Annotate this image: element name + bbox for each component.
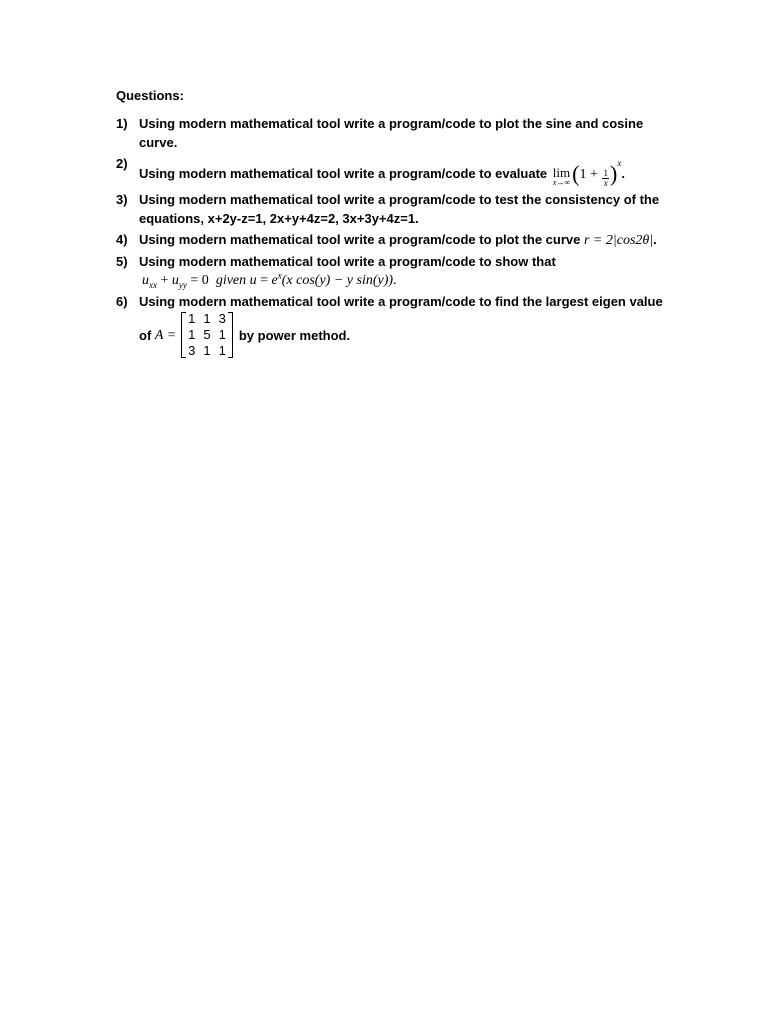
question-text: Using modern mathematical tool write a program/code to show that bbox=[139, 254, 556, 269]
question-4: 4) Using modern mathematical tool write a program/code to plot the curve r = 2|cos2θ|. bbox=[116, 232, 657, 248]
question-6 bbox=[116, 292, 706, 359]
question-number: 4) bbox=[116, 232, 128, 247]
question-number: 6) bbox=[116, 294, 128, 309]
questions-heading: Questions: bbox=[116, 88, 184, 103]
question-text-line: curve. bbox=[139, 135, 178, 150]
polar-equation: r = 2|cos2θ| bbox=[583, 233, 654, 248]
question-number: 3) bbox=[116, 192, 128, 207]
question-text-line: Using modern mathematical tool write a program/code to test the consistency of the bbox=[139, 192, 660, 207]
matrix-row: 3 1 1 bbox=[188, 343, 226, 358]
question-text: Using modern mathematical tool write a program/code to find the largest eigen value bbox=[139, 294, 663, 309]
fraction: $\frac{1}{x}$ bbox=[603, 168, 608, 188]
question-3 bbox=[116, 190, 706, 228]
question-number: 1) bbox=[116, 116, 128, 131]
question-5 bbox=[116, 252, 706, 290]
questions-section bbox=[116, 86, 706, 361]
question-text: Using modern mathematical tool write a program/code to plot the curve bbox=[139, 232, 581, 247]
laplace-equation: $u_{xx} + u_{yy} = 0$ given $u = e^x(x$ cos(y) − y sin(y)). bbox=[142, 270, 397, 290]
question-text-line: Using modern mathematical tool write a program/code to plot the sine and cosine bbox=[139, 116, 644, 131]
questions-list bbox=[116, 114, 706, 359]
matrix-row: 1 1 3 bbox=[188, 311, 226, 326]
question-text-line: equations, x+2y-z=1, 2x+y+4z=2, 3x+3y+4z=1. bbox=[139, 211, 419, 226]
question-1 bbox=[116, 114, 706, 152]
matrix-A bbox=[181, 311, 233, 359]
limit-expression: lim x→∞ bbox=[552, 165, 571, 187]
matrix-line: of A = 1 1 3 1 5 1 3 1 1 by power method. bbox=[139, 311, 351, 358]
question-number: 2) bbox=[116, 156, 128, 171]
matrix-row: 1 5 1 bbox=[188, 327, 226, 342]
question-text: Using modern mathematical tool write a program/code to evaluate bbox=[139, 166, 548, 181]
question-number: 5) bbox=[116, 254, 128, 269]
question-2: 2) Using modern mathematical tool write a program/code to evaluate lim x→∞ (1 + $\frac{1}{x}$ )$^x$. bbox=[116, 156, 625, 188]
exponent: x bbox=[617, 158, 622, 168]
